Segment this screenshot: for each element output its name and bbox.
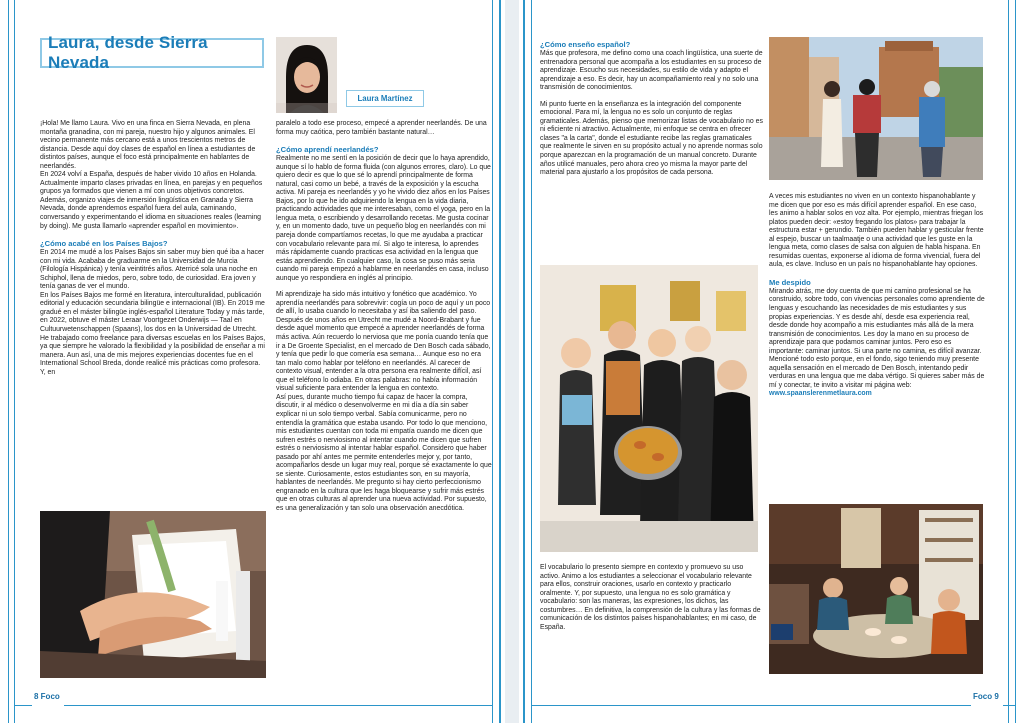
left-page — [0, 0, 505, 723]
author-name-box — [346, 90, 424, 107]
folio-rule — [14, 705, 32, 706]
page-edge-rule — [1008, 0, 1009, 723]
paragraph: Mirando atrás, me doy cuenta de que mi camino profesional se ha construido, sobre todo, con vivencias personales como aprendiente de lenguas y escuchando las necesidades de mis estudiantes y sus propias experiencias. Y es desde ahí, desde esa experiencia real, desde donde hoy acompaño a mis estudiantes más allá de la mera transmisión de conocimientos. Les doy la mano en su proceso de aprendizaje para que podamos caminar juntos. Pero eso es importante: caminar juntos. Si una parte no camina, es difícil avanzar. — [769, 287, 985, 355]
page-number: 8 Foco — [34, 692, 60, 701]
left-column-2 — [276, 120, 492, 522]
section-heading: ¿Cómo acabé en los Países Bajos? — [40, 239, 168, 249]
paragraph: A veces mis estudiantes no viven en un contexto hispanohablante y me dicen que por eso es más difícil aprender español. En ese caso, les animo a hablar solos en voz alta. Por ejemplo, mientras friegan los platos pueden decir: «estoy fregando los platos» para trabajar la estructura estar + gerundio. También pueden hablar y gesticular frente al espejo, buscar un taalmaatje o una actividad que les guste en la lengua meta, como clases de salsa con alguien de habla hispana. En resumidas cuentas, exponerse al idioma de forma vivencial, fuera del aula, es clave. Incluso en un país no hispanohablante hay opciones. — [769, 193, 984, 269]
paragraph: Realmente no me sentí en la posición de decir que lo haya aprendido, aunque sí lo hablo de forma fluida (con algunos errores, claro). Lo que quiero decir es que lo que sé lo aprendí principalmente de forma natural, casi como un bebé, a través de la exposición y la escucha activa. Mi pareja es neerlandés y yo he vivido diez años en los Países Bajos, por lo que he ido adquiriendo la lengua en la vida diaria, practicando actividades que me interesaban, como el yoga, pero en la lengua meta, o escribiendo y desarrollando recetas. Me gusta cocinar y, en un momento dado, tuve un pequeño blog en neerlandés con mi pareja donde compartíamos recetas, lo que me ayudaba a practicar con vocabulario relevante para mí. Si algo te interesa, lo aprendes más rápidamente cuando practicas esa actividad en la lengua que estás aprendiendo. En cualquier caso, la cosa se puso más seria cuando mi pareja empezó a hablarme en neerlandés en casa, incluso aunque yo respondiera en inglés al principio. — [276, 155, 491, 282]
page-edge-rule — [1015, 0, 1016, 723]
section-heading: Me despido — [769, 277, 811, 287]
portrait-photo — [276, 37, 337, 113]
cooking-group-photo — [540, 265, 758, 552]
right-page — [519, 0, 1024, 723]
page-edge-rule — [8, 0, 9, 723]
website-link[interactable]: www.spaanslerenmetlaura.com — [769, 390, 872, 398]
page-edge-rule — [14, 0, 15, 723]
right-column-1 — [540, 40, 764, 186]
page-edge-rule — [499, 0, 501, 723]
right-column-1-bottom — [540, 564, 764, 640]
street-walkers-photo — [769, 37, 983, 180]
paragraph: ¡Hola! Me llamo Laura. Vivo en una finca en Sierra Nevada, en plena montaña granadina, con mi pareja, nuestro hijo y algunos animales. El vecino permanente más cercano está a unos trescientos metros de distancia. Desde aquí doy clases de español en línea a estudiantes de distintos países, aunque el foco está principalmente en hablantes de neerlandés. — [40, 120, 256, 170]
paragraph: Más que profesora, me defino como una coach lingüística, una suerte de entrenadora personal que acompaña a los estudiantes en su proceso de aprendizaje. Escucho sus necesidades, su estilo de vida y adapto el aprendizaje a eso. Es decir, hay un acompañamiento real y no solo una transmisión de conocimientos. — [540, 50, 763, 92]
folio-rule — [531, 705, 971, 706]
page-edge-rule — [523, 0, 525, 723]
article-title-box — [40, 33, 264, 72]
dinner-table-photo — [769, 504, 983, 674]
page-edge-rule — [492, 0, 493, 723]
hands-writing-photo — [40, 511, 266, 678]
paragraph: Mencioné todo esto porque, en el fondo, sigo teniendo muy presente aquella sensación en el mercado de Den Bosch, intentando pedir verduras en una lengua que me daba vértigo. Si quieres saber más de mí y conectar, te invito a visitar mi página web: — [769, 356, 985, 389]
paragraph: En 2024 volví a España, después de haber vivido 10 años en Holanda. Actualmente imparto clases privadas en línea, en parejas y en pequeños grupos ya formados que vienen a mí con unos objetivos concretos. Además, organizo viajes de inmersión lingüística en Granada y Sierra Nevada, donde aprendemos español fuera del aula, caminando, conversando y experimentando el idioma en situaciones reales (learning by doing). Me gusta llamarlo «aprender español en movimiento». — [40, 171, 263, 230]
paragraph: Así pues, durante mucho tiempo fui capaz de hacer la compra, discutir, ir al médico o desenvolverme en mi día a día sin saber explicar ni un solo tiempo verbal. Sabía comunicarme, pero no entendía la gramática que estaba usando. Por todo lo que menciono, mis estudiantes cuentan con toda mi empatía cuando me dicen que sufren estrés o nerviosismo al intentar cuando me dicen que sufren estrés o nerviosismo al intentar hablar español. Considero que haber pasado por ahí antes me permite entenderles mejor y, por tanto, acompañarlos desde un lugar muy real, porque sé exactamente lo que se siente. Curiosamente, estos estudiantes son, en su mayoría, hablantes de neerlandés. Me pregunto si hay cierto perfeccionismo engranado en la cultura que les haga bloquearse y sufrir más estrés que en otras culturas al aprender una nueva actividad. Por supuesto, es una generalización y tan solo una observación anecdótica. — [276, 393, 492, 512]
right-column-2 — [769, 193, 985, 407]
paragraph: El vocabulario lo presento siempre en contexto y promuevo su uso activo. Animo a los estudiantes a seleccionar el vocabulario relevante para ellos, construir oraciones, usarlo en contexto y practicarlo oralmente. Y, por supuesto, una lengua no es solo gramática y vocabulario: son las maneras, las expresiones, los dichos, las costumbres… En definitiva, la comprensión de la cultura y las formas de comunicación de los distintos países hispanohablantes; en mi caso, de España. — [540, 564, 761, 631]
paragraph: Mi aprendizaje ha sido más intuitivo y fonético que académico. Yo aprendía neerlandés para sobrevivir: cogía un poco de aquí y un poco de allí, lo usaba cuando lo necesitaba y así iba saliendo del paso. Después de unos años en Utrecht me mudé a Noord-Brabant y fue desde aquel momento que empecé a aprender neerlandés de forma más activa. Aún recuerdo lo nerviosa que me ponía cuando tenía que ir a De Groente Specialist, en el mercado de Den Bosch cada sábado, y tenía que pedir lo que comería esa semana… Aunque eso no era tan malo como hablar por teléfono en neerlandés. Al carecer de contexto visual, entender a la otra persona era realmente difícil, así que el teléfono lo odiaba. En otras palabras: no había información visual suficiente para entender la lengua en contexto. — [276, 291, 491, 393]
paragraph: Mi punto fuerte en la enseñanza es la integración del componente emocional. Para mí, la lengua no es solo un conjunto de reglas gramaticales. Además, pienso que memorizar listas de vocabulario no es ni eficiente ni atractivo. Actualmente, mi enfoque se centra en ofrecer clases "a la carta", donde el estudiante recibe las reglas gramaticales que realmente le sirven en su propósito actual y no aprende normas solo porque aparezcan en la programación de un manual concreto. Durante años utilicé manuales, pero ahora creo yo misma la mayor parte del material para ajustarlo a los propósitos de cada persona. — [540, 100, 763, 177]
paragraph: He trabajado como freelance para diversas escuelas en los Países Bajos, ya que siempre he valorado la flexibilidad y la posibilidad de enseñar a mi manera. Aun así, una de mis mejores experiencias docentes fue en el International School Breda, donde realicé mis prácticas como profesora. Y, en — [40, 334, 266, 376]
spread-gutter — [505, 0, 519, 723]
left-column-1 — [40, 120, 266, 385]
page-number: Foco 9 — [973, 692, 999, 701]
paragraph: En 2014 me mudé a los Países Bajos sin saber muy bien qué iba a hacer con mi vida. Acababa de graduarme en la Universidad de Murcia (Filología Hispánica) y tenía veintitrés años. Aterricé sola una noche en Schiphol, llena de miedos, pero, sobre todo, de curiosidad. Era joven y tenía ganas de ver el mundo. — [40, 249, 265, 291]
folio-rule — [64, 705, 492, 706]
paragraph: paralelo a todo ese proceso, empecé a aprender neerlandés. De una forma muy caótica, pero también bastante natural… — [276, 120, 487, 136]
article-title: Laura, desde Sierra Nevada — [48, 33, 208, 72]
paragraph: En los Países Bajos me formé en literatura, interculturalidad, publicación editorial y educación secundaria bilingüe e internacional (IB). En 2019 me gradué en el máster bilingüe inglés-español Literature Today y más tarde, en 2022, obtuve el máster Leraar Voortgezet Onderwijs — Taal en Cultuurwetenschappen (Spaans), los dos en la Universidad de Utrecht. — [40, 291, 265, 334]
section-heading: ¿Cómo aprendí neerlandés? — [276, 145, 379, 155]
author-name: Laura Martínez — [357, 94, 413, 103]
page-edge-rule — [531, 0, 532, 723]
folio-rule — [1003, 705, 1015, 706]
section-heading: ¿Cómo enseño español? — [540, 40, 631, 49]
